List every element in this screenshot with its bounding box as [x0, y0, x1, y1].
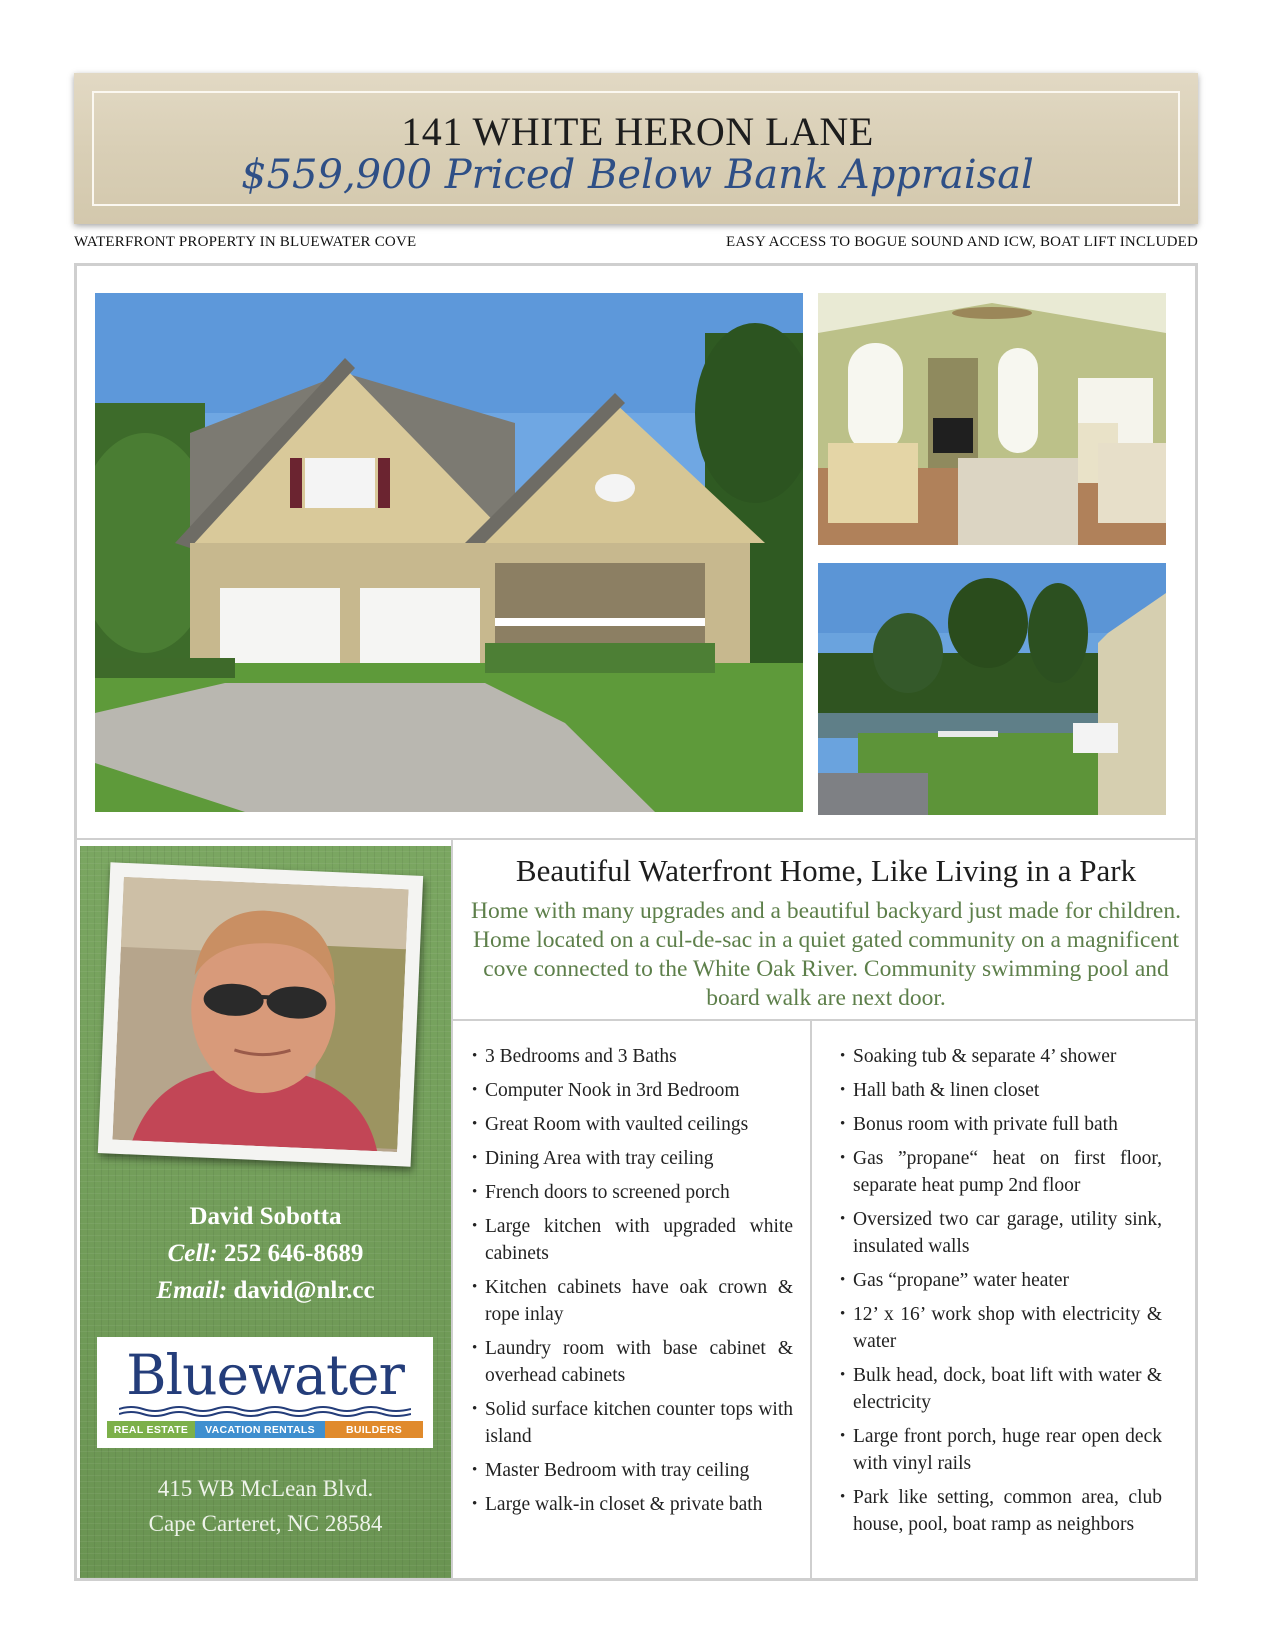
- subtitle-left: WATERFRONT PROPERTY IN BLUEWATER COVE: [74, 234, 417, 250]
- feature-item: • Laundry room with base cabinet & overhead cabinets: [472, 1335, 793, 1389]
- feature-item: • Great Room with vaulted ceilings: [472, 1111, 793, 1138]
- cell-label: Cell:: [167, 1240, 218, 1267]
- divider-agent: [451, 838, 453, 1578]
- features-list-right: [840, 1043, 1162, 1545]
- agent-address-line2: Cape Carteret, NC 28584: [148, 1511, 383, 1536]
- feature-item: • Dining Area with tray ceiling: [472, 1145, 793, 1172]
- feature-item: • Oversized two car garage, utility sink, insulated walls: [840, 1206, 1162, 1260]
- price-line: $559,900 Priced Below Bank Appraisal: [241, 152, 1034, 198]
- subtitle-right: EASY ACCESS TO BOGUE SOUND AND ICW, BOAT LIFT INCLUDED: [726, 234, 1198, 250]
- feature-item: • Bonus room with private full bath: [840, 1111, 1162, 1138]
- agent-name: David Sobotta: [189, 1203, 342, 1230]
- agent-email: [80, 1277, 451, 1305]
- feature-item: • Hall bath & linen closet: [840, 1077, 1162, 1104]
- listing-headline: Beautiful Waterfront Home, Like Living in a Park: [515, 853, 1137, 888]
- logo-segment-vacation-rentals: VACATION RENTALS: [195, 1421, 325, 1438]
- email-address[interactable]: david@nlr.cc: [233, 1277, 375, 1304]
- feature-item: • Gas “propane” water heater: [840, 1267, 1162, 1294]
- feature-item: • Bulk head, dock, boat lift with water & electricity: [840, 1362, 1162, 1416]
- feature-item: • Large walk-in closet & private bath: [472, 1491, 793, 1518]
- bluewater-logo: [97, 1337, 433, 1448]
- feature-item: • French doors to screened porch: [472, 1179, 793, 1206]
- agent-cell: [80, 1240, 451, 1268]
- agent-address-line1: 415 WB McLean Blvd.: [157, 1476, 374, 1501]
- feature-item: • 12’ x 16’ work shop with electricity & water: [840, 1301, 1162, 1355]
- feature-item: • 3 Bedrooms and 3 Baths: [472, 1043, 793, 1070]
- feature-item: • Kitchen cabinets have oak crown & rope inlay: [472, 1274, 793, 1328]
- listing-blurb: Home with many upgrades and a beautiful backyard just made for children. Home located on a cul-de-sac in a quiet gated community on a magnificent cove connected to the White Oak River. Community swimming pool and board walk are next door.: [471, 898, 1181, 1011]
- feature-item: • Large kitchen with upgraded white cabinets: [472, 1213, 793, 1267]
- divider-blurb: [451, 1019, 1195, 1021]
- feature-item: • Large front porch, huge rear open deck with vinyl rails: [840, 1423, 1162, 1477]
- logo-segment-strip: [107, 1421, 423, 1438]
- divider-photos: [77, 838, 1195, 840]
- agent-photo: [112, 877, 408, 1152]
- house-front-photo: [95, 293, 803, 812]
- features-list-left: [472, 1043, 793, 1525]
- logo-segment-builders: BUILDERS: [325, 1421, 423, 1438]
- feature-item: • Gas ”propane“ heat on first floor, separate heat pump 2nd floor: [840, 1145, 1162, 1199]
- cell-number[interactable]: 252 646-8689: [223, 1240, 364, 1267]
- logo-wave-icon: [119, 1405, 411, 1417]
- backyard-waterfront-photo: [818, 563, 1166, 815]
- email-label: Email:: [156, 1277, 228, 1304]
- feature-item: • Solid surface kitchen counter tops with island: [472, 1396, 793, 1450]
- agent-photo-frame: [98, 862, 423, 1166]
- feature-item: • Park like setting, common area, club house, pool, boat ramp as neighbors: [840, 1484, 1162, 1538]
- logo-segment-real-estate: REAL ESTATE: [107, 1421, 195, 1438]
- feature-item: • Master Bedroom with tray ceiling: [472, 1457, 793, 1484]
- great-room-photo: [818, 293, 1166, 545]
- feature-item: • Computer Nook in 3rd Bedroom: [472, 1077, 793, 1104]
- property-address-title: 141 WHITE HERON LANE: [401, 109, 874, 154]
- logo-wordmark: Bluewater: [126, 1343, 404, 1407]
- divider-features: [810, 1019, 812, 1578]
- feature-item: • Soaking tub & separate 4’ shower: [840, 1043, 1162, 1070]
